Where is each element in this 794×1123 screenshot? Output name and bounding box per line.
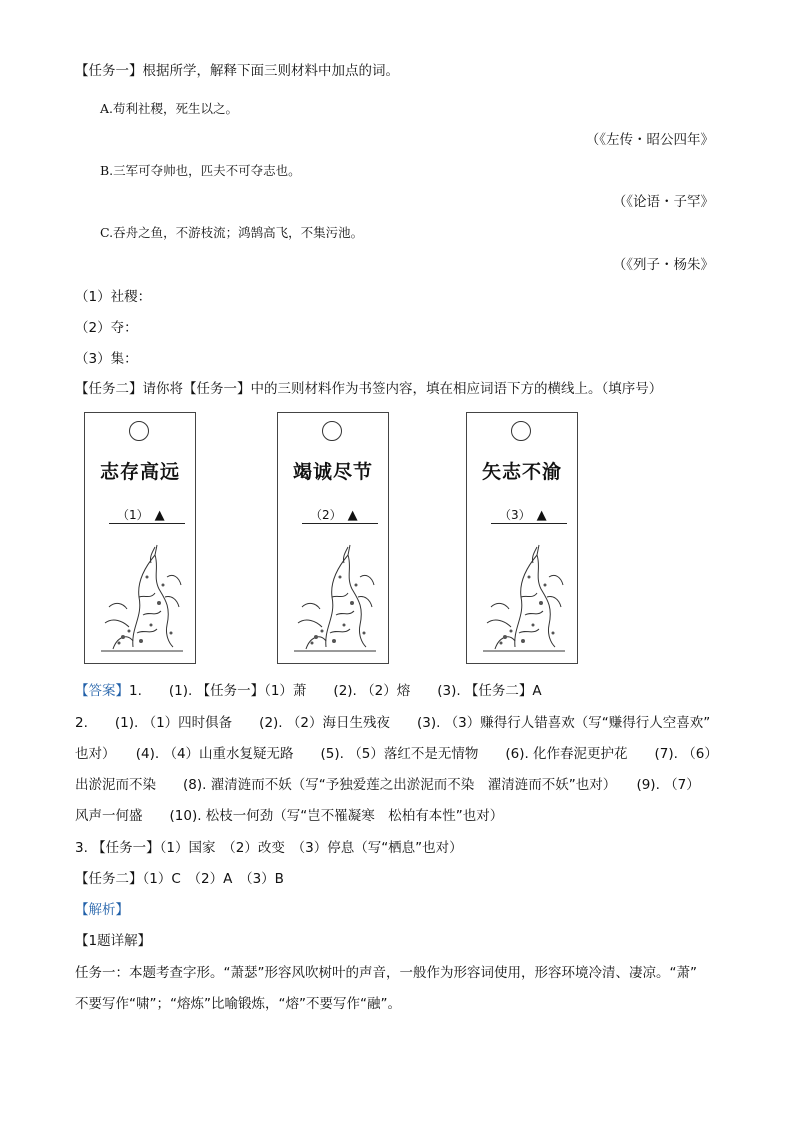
answer-q2-line-1: 2. (1). （1）四时俱备 (2). （2）海日生残夜 (3). （3）赚得行人错喜欢（写“赚得行人空喜欢” xyxy=(75,715,711,731)
slot-number: （3） xyxy=(499,508,531,522)
material-a-source: （《左传・昭公四年》 xyxy=(585,132,714,148)
task2-heading xyxy=(75,380,662,398)
slot-number: （1） xyxy=(117,508,149,522)
bookmark-hole xyxy=(511,421,531,441)
answer-q3-task1: 3. 【任务一】（1）国家 （2）改变 （3）停息（写“栖息”也对） xyxy=(75,840,463,856)
answer-underline xyxy=(109,523,185,524)
material-c-source: （《列子・杨朱》 xyxy=(612,257,714,273)
answer-label: 【答案】 xyxy=(75,683,129,699)
analysis-sub-label: 【1题详解】 xyxy=(75,933,152,949)
task2-tag: 【任务二】 xyxy=(75,381,143,397)
material-b: B.三军可夺帅也，匹夫不可夺志也。 xyxy=(100,163,301,178)
material-b-source: （《论语・子罕》 xyxy=(612,194,714,210)
answer-q1 xyxy=(75,682,735,700)
analysis-line-2: 不要写作“啸”；“熔炼”比喻锻炼，“熔”不要写作“融”。 xyxy=(75,996,401,1012)
landscape-painting-icon xyxy=(286,537,382,657)
bookmark-1 xyxy=(84,412,196,664)
answer-q3-task2: 【任务二】（1）C （2）A （3）B xyxy=(75,871,284,887)
triangle-icon: ▲ xyxy=(154,508,165,523)
landscape-painting-icon xyxy=(475,537,571,657)
bookmark-title: 志存高远 xyxy=(99,461,180,483)
answer-q1-text: 1. (1). 【任务一】（1）萧 (2). （2）熔 (3). 【任务二】A xyxy=(129,683,542,699)
bookmark-title: 竭诚尽节 xyxy=(292,461,373,483)
task2-instruction: 请你将【任务一】中的三则材料作为书签内容，填在相应词语下方的横线上。（填序号） xyxy=(142,381,663,397)
triangle-icon: ▲ xyxy=(347,508,358,523)
answer-underline xyxy=(491,523,567,524)
question-3: （3）集： xyxy=(75,351,138,367)
bookmark-2 xyxy=(277,412,389,664)
bookmark-answer-slot[interactable] xyxy=(499,506,547,523)
bookmark-answer-slot[interactable] xyxy=(117,506,165,523)
task1-instruction: 根据所学，解释下面三则材料中加点的词。 xyxy=(142,63,399,79)
question-1: （1）社稷： xyxy=(75,289,152,305)
answer-q2-line-4: 风声一何盛 (10). 松枝一何劲（写“岂不罹凝寒 松柏有本性”也对） xyxy=(75,808,504,824)
slot-number: （2） xyxy=(310,508,342,522)
analysis-line-1: 任务一：本题考查字形。“萧瑟”形容风吹树叶的声音，一般作为形容词使用，形容环境冷清、凄凉。“萧” xyxy=(75,965,697,981)
bookmark-answer-slot[interactable] xyxy=(310,506,358,523)
landscape-painting-icon xyxy=(93,537,189,657)
question-2: （2）夺： xyxy=(75,320,138,336)
task1-tag: 【任务一】 xyxy=(75,63,143,79)
answer-underline xyxy=(302,523,378,524)
task1-heading xyxy=(75,62,399,80)
answer-q2-line-3: 出淤泥而不染 (8). 濯清涟而不妖（写“予独爱莲之出淤泥而不染 濯清涟而不妖”也对） (9). （7） xyxy=(75,777,700,793)
analysis-label: 【解析】 xyxy=(75,902,129,918)
triangle-icon: ▲ xyxy=(536,508,547,523)
bookmark-3 xyxy=(466,412,578,664)
material-a: A.苟利社稷，死生以之。 xyxy=(100,101,239,116)
material-c: C.吞舟之鱼，不游枝流；鸿鹄高飞，不集污池。 xyxy=(100,225,364,240)
answer-q2-line-2: 也对） (4). （4）山重水复疑无路 (5). （5）落红不是无情物 (6). 化作春泥更护花 (7). （6） xyxy=(75,746,718,762)
bookmark-hole xyxy=(129,421,149,441)
bookmark-hole xyxy=(322,421,342,441)
bookmark-title: 矢志不渝 xyxy=(481,461,562,483)
